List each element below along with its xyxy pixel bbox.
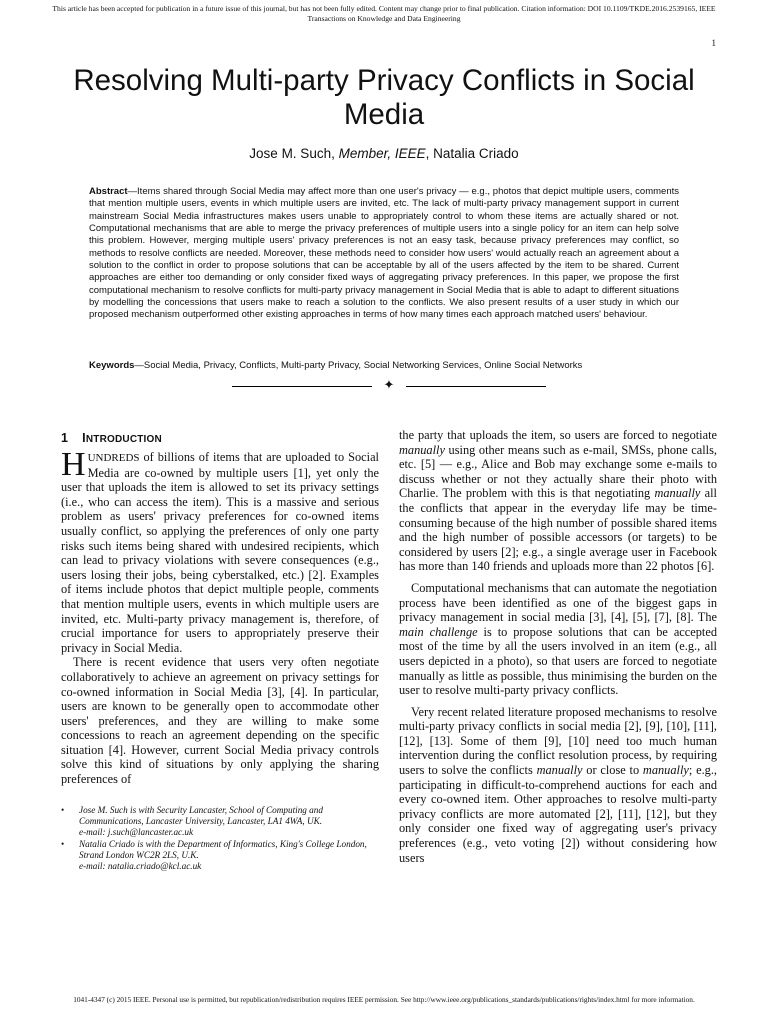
bullet-icon: • xyxy=(61,838,65,849)
author-name-1: Jose M. Such, xyxy=(249,146,339,161)
section-number: 1 xyxy=(61,431,69,445)
divider-line-right xyxy=(406,386,546,387)
paragraph-text: Computational mechanisms that can automate the negotiation process have been identified as one of the biggest gaps in privacy management in social media [3], [4], [5], [7], [8]. The xyxy=(399,580,717,625)
bullet-icon: • xyxy=(61,805,65,815)
journal-notice-line1: This article has been accepted for publication in a future issue of this journal, but has not been fully edited. Content may change prior to final publication. Citation information: DOI 10.1109/TKDE.2016.2539165, IEEE xyxy=(52,4,716,13)
emphasis: manually xyxy=(654,486,701,501)
journal-notice-line2: Transactions on Knowledge and Data Engineering xyxy=(307,14,461,23)
footnote-author-2 xyxy=(61,839,379,873)
author-line xyxy=(40,146,728,162)
paragraph-text: the party that uploads the item, so users are forced to negotiate xyxy=(399,428,717,442)
author-name-2: , Natalia Criado xyxy=(425,146,519,161)
keywords-text: —Social Media, Privacy, Conflicts, Multi-party Privacy, Social Networking Services, Online Social Networks xyxy=(134,360,583,371)
paragraph-text: ; e.g., participating in difficult-to-comprehend auctions for each and every co-owned item. Other approaches to resolve multi-party privacy conflicts are more automated [2], [11], [12], but they only consider one fixed way of aggregating user's privacy preferences (e.g., veto voting [2]) without considering how users xyxy=(399,763,718,865)
page-number: 1 xyxy=(711,38,716,48)
emphasis: main challenge xyxy=(399,624,478,639)
intro-paragraph-4 xyxy=(399,581,717,698)
intro-paragraph-3 xyxy=(399,428,717,574)
divider-line-left xyxy=(232,386,372,387)
section-title-initial: I xyxy=(82,431,86,445)
keywords xyxy=(89,360,679,372)
drop-cap: H xyxy=(61,446,86,483)
footnote-email: e-mail: j.such@lancaster.ac.uk xyxy=(79,827,194,838)
paper-title: Resolving Multi-party Privacy Conflicts in Social Media xyxy=(73,64,695,131)
section-heading xyxy=(61,430,379,448)
paragraph-text: all the conflicts that appear in the everyday life may be time-consuming because of the high number of possible shared items and the high number of possible accessors (or targets) to be considered by users [2]; e.g., a single average user in Facebook has more than 140 friends and uploads more than 22 photos [6]. xyxy=(399,486,717,574)
emphasis: manually xyxy=(399,442,445,457)
paragraph-text: is to propose solutions that can be accepted most of the time by all the users involved in an item (e.g., all users depicted in a photo), so that users are forced to negotiate manually as little as possible, thus minimising the burden on the user to resolve multi-party privacy conflicts. xyxy=(399,624,717,698)
paragraph-text: using other means such as e-mail, SMSs, phone calls, etc. [5] — e.g., Alice and Bob may exchange some e-mails to discuss whether or not they actually share their photo with Charlie. The problem with this is that negotiating xyxy=(399,442,717,501)
author-role: Member, IEEE xyxy=(338,146,426,161)
section-divider xyxy=(232,377,546,392)
abstract-text: —Items shared through Social Media may affect more than one user's privacy — e.g., photos that depict multiple users, comments that mention multiple users, events in which multiple users are invited, etc. The lack of multi-party privacy management support in current mainstream Social Media infrastructures makes users unable to appropriately control to whom these items are actually shared or not. Computational mechanisms that are able to merge the privacy preferences of multiple users into a single policy for an item can help solve this problem. However, merging multiple users' privacy preferences is not an easy task, because privacy preferences may conflict, so methods to resolve conflicts are needed. Moreover, these methods need to consider how users' would actually reach an agreement about a solution to the conflict in order to propose solutions that can be acceptable by all of the users affected by the item to be shared. Current approaches are either too demanding or only consider fixed ways of aggregating privacy preferences. In this paper, we propose the first computational mechanism to resolve conflicts for multi-party privacy management in Social Media that is able to adapt to different situations by modelling the concessions that users make to reach a solution to the conflicts. We also present results of a user study in which our proposed mechanism outperformed other existing approaches in terms of how many times each approach matched users' behaviour. xyxy=(89,186,679,321)
keywords-label: Keywords xyxy=(89,360,135,371)
lead-smallcaps: UNDREDS xyxy=(87,452,140,464)
footnote-affiliation: Jose M. Such is with Security Lancaster, School of Computing and Communications, Lancaster University, Lancaster, LA1 4WA, UK. xyxy=(79,805,323,827)
intro-paragraph-1 xyxy=(61,446,379,655)
intro-paragraph-1-text: of billions of items that are uploaded to Social Media are co-owned by multiple users [1], yet only the user that uploads the item is allowed to set its privacy settings (i.e., who can access the item). This is a massive and serious problem as users' privacy preferences for co-owned items usually conflict, so applying the preferences of only one party risks such items being shared with undesired recipients, which can lead to privacy violations with severe consequences (e.g., users losing their jobs, being cyberstalked, etc.) [2]. Examples of items include photos that depict multiple people, comments that mention multiple users, events in which multiple users are invited, etc. Multi-party privacy management is, therefore, of crucial importance for users to appropriately preserve their privacy in Social Media. xyxy=(61,450,379,655)
divider-ornament-icon: ✦ xyxy=(383,377,395,392)
footnote-email: e-mail: natalia.criado@kcl.ac.uk xyxy=(79,861,202,872)
abstract-label: Abstract xyxy=(89,186,128,197)
intro-paragraph-5 xyxy=(399,705,717,866)
paragraph-text: Very recent related literature proposed mechanisms to resolve multi-party privacy conflicts in social media [2], [9], [10], [11], [12], [13]. Some of them [9], [10] need too much human intervention during the conflict resolution process, by requiring users to solve the conflicts xyxy=(399,704,717,778)
journal-notice xyxy=(20,4,748,24)
emphasis: manually xyxy=(642,763,689,778)
author-footnotes xyxy=(61,805,379,872)
paragraph-text: or close to xyxy=(582,763,643,778)
footnote-affiliation: Natalia Criado is with the Department of Informatics, King's College London, Strand London WC2R 2LS, U.K. xyxy=(79,838,367,860)
section-title-rest: NTRODUCTION xyxy=(85,434,162,445)
copyright-footer: 1041-4347 (c) 2015 IEEE. Personal use is permitted, but republication/redistribution requires IEEE permission. See http://www.ieee.org/publications_standards/publications/rights/index.html for more information. xyxy=(73,995,695,1004)
abstract xyxy=(89,186,679,322)
intro-paragraph-2: There is recent evidence that users very often negotiate collaboratively to achieve an agreement on privacy settings for co-owned information in Social Media [3], [4]. In particular, users are known to be generally open to accommodate other users' preferences, and they are willing to make some concessions to reach an agreement depending on the specific situation [4]. However, current Social Media privacy controls solve this kind of situations by only applying the sharing preferences of xyxy=(61,655,379,787)
body-column-left xyxy=(61,428,379,787)
emphasis: manually xyxy=(536,763,583,778)
body-column-right xyxy=(399,428,717,865)
footnote-author-1 xyxy=(61,805,379,839)
